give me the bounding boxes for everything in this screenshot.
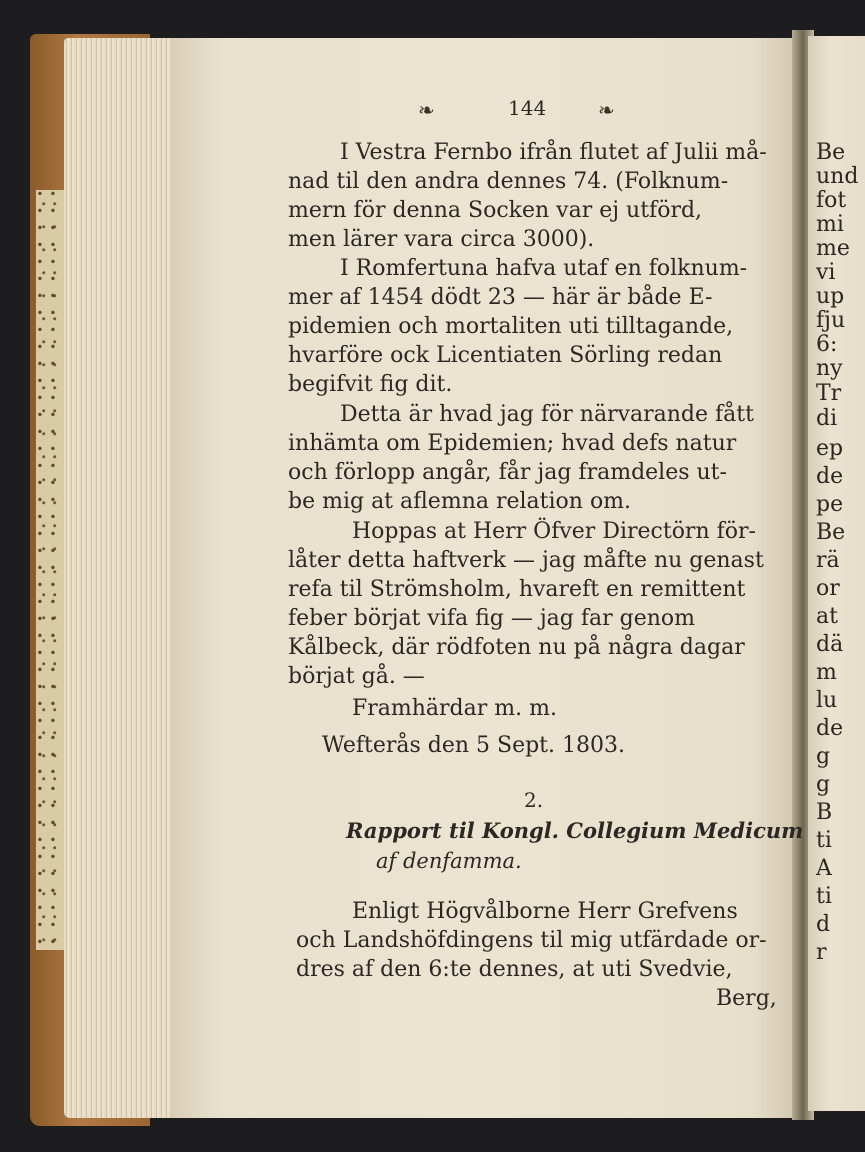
next-page-fragment: ti <box>816 828 832 853</box>
next-page-fragment: m <box>816 660 837 685</box>
text-line: refa til Strömsholm, hvareft en remittent <box>288 577 746 602</box>
text-line: och förlopp angår, får jag framdeles ut- <box>288 460 727 485</box>
next-page-fragment: und <box>816 164 859 189</box>
next-page-fragment: g <box>816 744 831 769</box>
text-line: hvarföre ock Licentiaten Sörling redan <box>288 343 723 368</box>
page-number: 144 <box>508 96 547 120</box>
next-page-fragment: at <box>816 604 838 629</box>
next-page-fragment: A <box>816 856 832 881</box>
ornament-right: ❧ <box>598 98 615 122</box>
text-line: och Landshöfdingens til mig utfärdade or- <box>296 928 767 953</box>
text-line: pidemien och mortaliten uti tilltagande, <box>288 314 734 339</box>
next-page-fragment: pe <box>816 492 844 517</box>
text-line: be mig at aflemna relation om. <box>288 489 632 514</box>
next-page-fragment: di <box>816 406 838 431</box>
next-page-fragment: g <box>816 772 831 797</box>
next-page-fragment: Be <box>816 520 846 545</box>
section-subheading: af denfamma. <box>376 849 522 873</box>
next-page-fragment: me <box>816 236 850 261</box>
text-line: mer af 1454 dödt 23 — här är både E- <box>288 285 713 310</box>
text-line: dres af den 6:te dennes, at uti Svedvie, <box>296 957 733 982</box>
text-line: begifvit fig dit. <box>288 372 453 397</box>
next-page-fragment: mi <box>816 212 844 237</box>
text-line: Framhärdar m. m. <box>352 696 557 721</box>
page-stack <box>64 38 174 1118</box>
next-page-fragment: fju <box>816 308 846 333</box>
next-page <box>808 36 865 1111</box>
next-page-fragment: d <box>816 912 831 937</box>
next-page-fragment: 6: <box>816 332 838 357</box>
next-page-fragment: or <box>816 576 840 601</box>
text-line: Hoppas at Herr Öfver Directörn för- <box>352 519 756 544</box>
next-page-fragment: de <box>816 464 844 489</box>
next-page-fragment: lu <box>816 688 838 713</box>
next-page-fragment: ti <box>816 884 832 909</box>
text-line: I Vestra Fernbo ifrån flutet af Julii må- <box>340 140 767 165</box>
text-line: Enligt Högvålborne Herr Grefvens <box>352 899 738 924</box>
next-page-fragment: ep <box>816 436 844 461</box>
text-line: Kålbeck, där rödfoten nu på några dagar <box>288 635 745 660</box>
text-line: Wefterås den 5 Sept. 1803. <box>322 733 625 758</box>
next-page-fragment: Tr <box>816 381 842 406</box>
section-number: 2. <box>524 788 544 812</box>
text-line: nad til den andra dennes 74. (Folknum- <box>288 169 729 194</box>
text-line: men lärer vara circa 3000). <box>288 227 595 252</box>
text-line: börjat gå. — <box>288 664 425 689</box>
next-page-fragment: fot <box>816 188 847 213</box>
text-line: I Romfertuna hafva utaf en folknum- <box>340 256 748 281</box>
text-line: mern för denna Socken var ej utförd, <box>288 198 703 223</box>
ornament-left: ❧ <box>418 98 435 122</box>
next-page-fragment: Be <box>816 140 846 165</box>
next-page-fragment: up <box>816 284 845 309</box>
text-line: låter detta haftverk — jag måfte nu genast <box>288 548 764 573</box>
next-page-fragment: rä <box>816 548 840 573</box>
next-page-fragment: vi <box>816 260 836 285</box>
section-heading: Rapport til Kongl. Collegium Medicum <box>346 818 804 843</box>
next-page-fragment: dä <box>816 632 844 657</box>
text-line: feber börjat vifa fig — jag far genom <box>288 606 696 631</box>
catchword: Berg, <box>716 986 777 1011</box>
next-page-fragment: ny <box>816 356 843 381</box>
next-page-fragment: B <box>816 800 833 825</box>
text-line: Detta är hvad jag för närvarande fått <box>340 402 754 427</box>
next-page-fragment: r <box>816 940 827 965</box>
text-line: inhämta om Epidemien; hvad defs natur <box>288 431 737 456</box>
next-page-fragment: de <box>816 716 844 741</box>
